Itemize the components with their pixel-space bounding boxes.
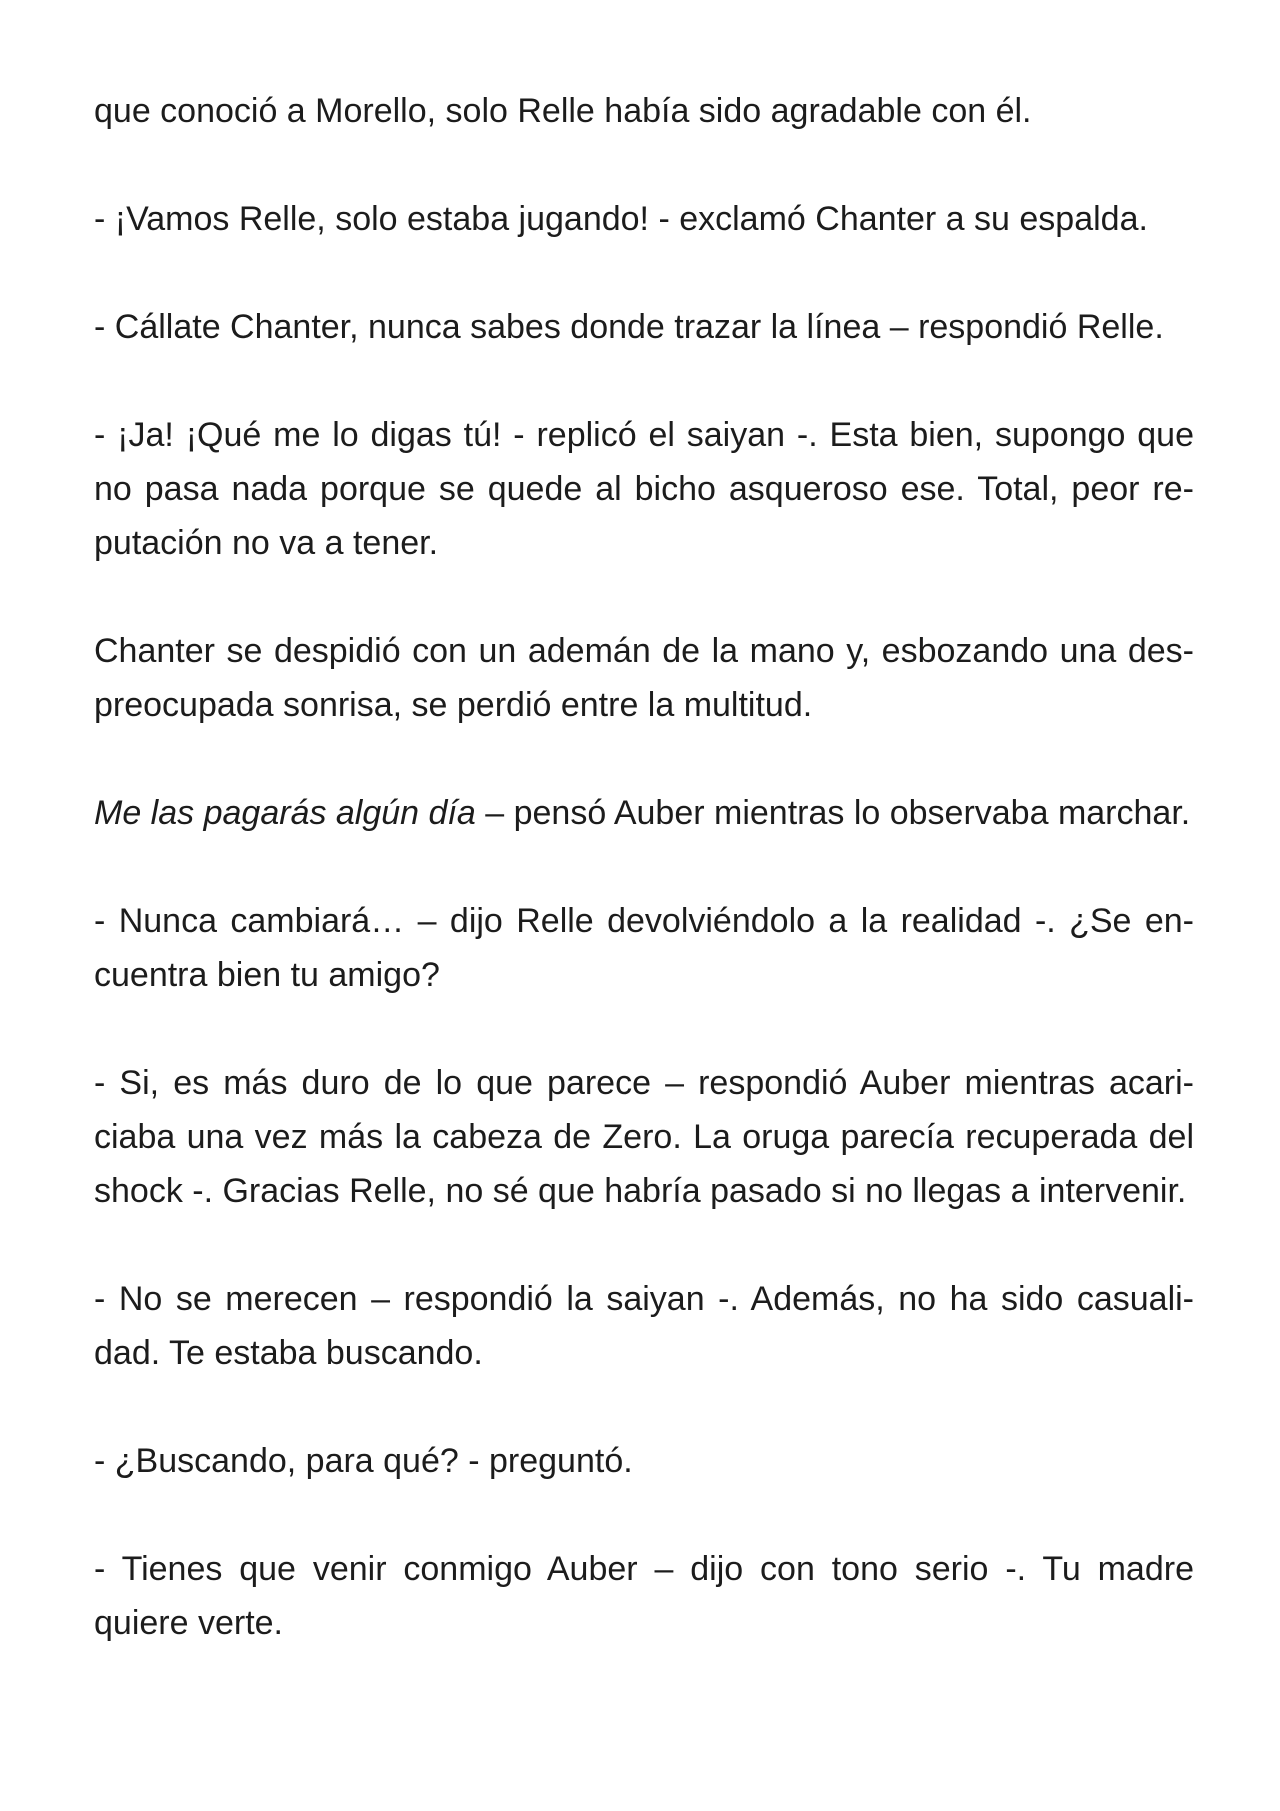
paragraph-5	[94, 624, 1194, 732]
paragraph-text: - No se merecen – respondió la saiyan -. Además, no ha sido casualidad. Te estaba buscando.	[94, 1280, 1194, 1372]
document-page	[94, 84, 1194, 1650]
paragraph-9	[94, 1272, 1194, 1380]
paragraph-6	[94, 786, 1194, 840]
paragraph-text: - Si, es más duro de lo que parece – respondió Auber mientras acariciaba una vez más la cabeza de Zero. La oruga parecía recuperada del shock -. Gracias Relle, no sé que habría pasado si no llegas a intervenir.	[94, 1064, 1194, 1210]
paragraph-text: - ¡Vamos Relle, solo estaba jugando! - exclamó Chanter a su espalda.	[94, 200, 1148, 238]
paragraph-text: que conoció a Morello, solo Relle había sido agradable con él.	[94, 92, 1032, 130]
paragraph-3	[94, 300, 1194, 354]
italic-thought: Me las pagarás algún día	[94, 794, 476, 832]
paragraph-1	[94, 84, 1194, 138]
paragraph-text: - Tienes que venir conmigo Auber – dijo con tono serio -. Tu madre quiere verte.	[94, 1550, 1194, 1642]
paragraph-text: - Nunca cambiará… – dijo Relle devolviéndolo a la realidad -. ¿Se encuentra bien tu amigo?	[94, 902, 1194, 994]
paragraph-text: – pensó Auber mientras lo observaba marchar.	[475, 794, 1191, 832]
paragraph-text: - ¿Buscando, para qué? - preguntó.	[94, 1442, 633, 1480]
paragraph-10	[94, 1434, 1194, 1488]
paragraph-4	[94, 408, 1194, 570]
paragraph-2	[94, 192, 1194, 246]
paragraph-text: Chanter se despidió con un ademán de la mano y, esbozando una despreocupada sonrisa, se perdió entre la multitud.	[94, 632, 1194, 724]
paragraph-7	[94, 894, 1194, 1002]
paragraph-8	[94, 1056, 1194, 1218]
paragraph-text: - ¡Ja! ¡Qué me lo digas tú! - replicó el saiyan -. Esta bien, supongo que no pasa nada porque se quede al bicho asqueroso ese. Total, peor reputación no va a tener.	[94, 416, 1194, 562]
paragraph-11	[94, 1542, 1194, 1650]
paragraph-text: - Cállate Chanter, nunca sabes donde trazar la línea – respondió Relle.	[94, 308, 1164, 346]
